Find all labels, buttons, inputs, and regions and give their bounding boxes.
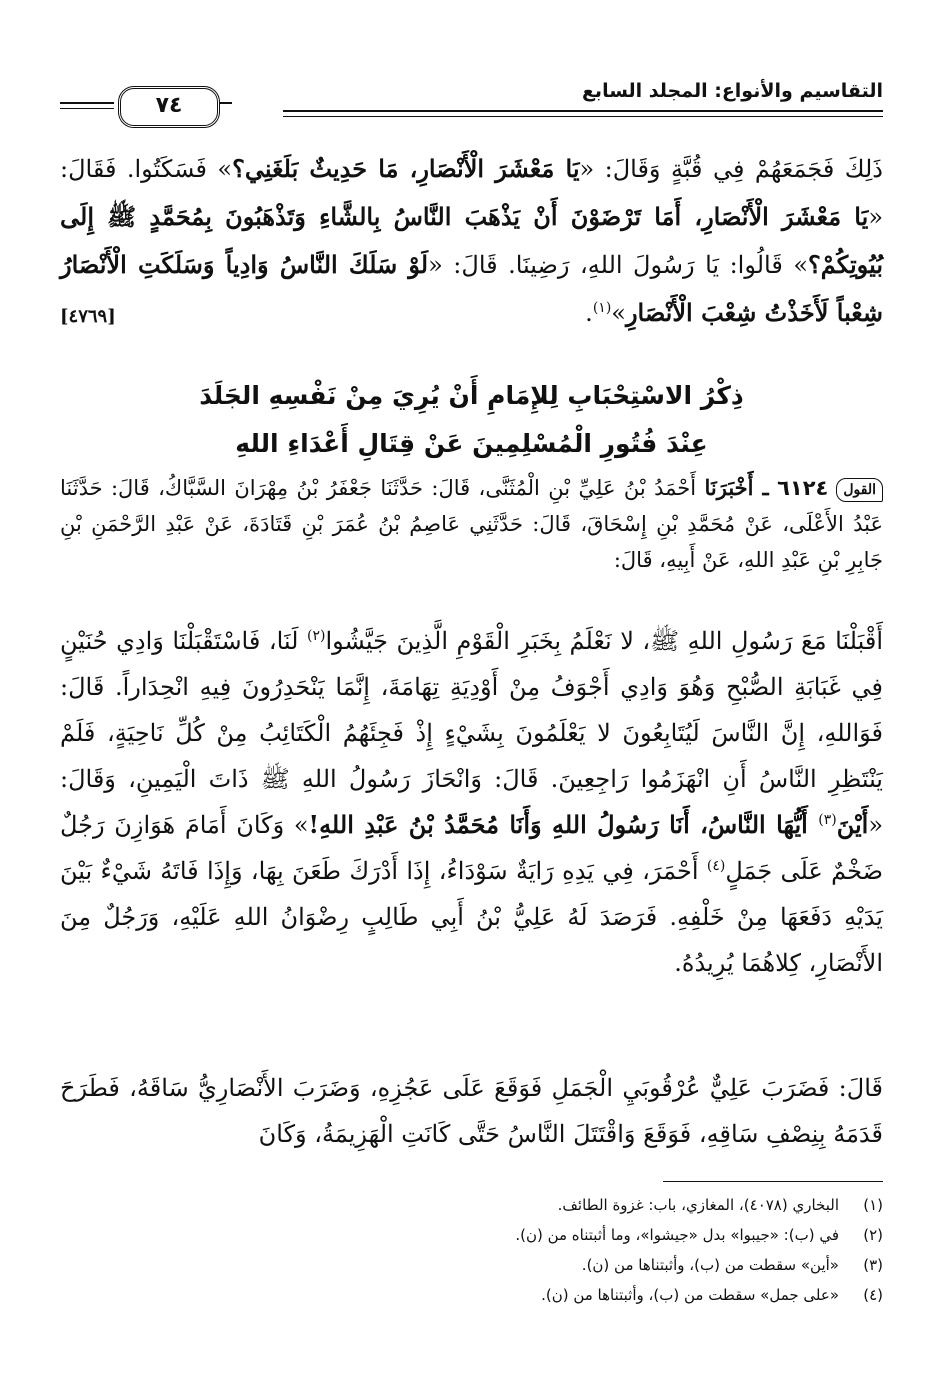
text-run: لَنَا، فَاسْتَقْبَلْنَا وَادِي حُنَيْنٍ فِي غَبَابَةِ الصُّبْحِ وَهُوَ وَادِي أَجْوَفُ مِنْ أَوْدِيَةِ تِهَامَةَ، إِنَّمَا يَنْحَدِرُونَ فِيهِ انْحِدَاراً. قَالَ: فَوَاللهِ، إِنَّ النَّاسَ لَيُتَابِعُونَ لا يَعْلَمُونَ بِشَيْءٍ إِذْ فَجِئَهُمُ الْكَتَائِبُ مِنْ كُلِّ نَاحِيَةٍ، فَلَمْ يَنْتَظِرِ النَّاسُ أَنِ انْهَزَمُوا رَاجِعِينَ. قَالَ: وَانْحَازَ رَسُولُ اللهِ ﷺ ذَاتَ الْيَمِينِ، وَقَالَ: « (60, 627, 884, 839)
prophetic-quote: لَوْ سَلَكَ النَّاسُ وَادِياً وَسَلَكَتِ الْأَنْصَارُ شِعْباً لَأَخَذْتُ شِعْبَ الْأَنْصَارِ (60, 250, 883, 327)
prophetic-quote: يَا مَعْشَرَ الْأَنْصَارِ، مَا حَدِيثٌ بَلَغَنِي؟ (232, 154, 580, 183)
prophetic-quote: أَيُّهَا النَّاسُ، أَنَا رَسُولُ اللهِ وَأَنَا مُحَمَّدُ بْنُ عَبْدِ اللهِ! (308, 810, 819, 839)
footnote-ref: (٤) (706, 858, 726, 874)
text-run: » وَكَانَ أَمَامَ هَوَازِنَ رَجُلٌ ضَخْمٌ عَلَى جَمَلٍ (60, 811, 883, 885)
hadith-matn-cont (60, 1065, 883, 1157)
header-rule-left (60, 102, 114, 104)
hadith-reference: [٤٧٦٩] (60, 306, 116, 327)
header-rule (283, 110, 883, 112)
hadith-continuation (60, 145, 883, 340)
footnote: (٢)في (ب): «جيبوا» بدل «جيشوا»، وما أثبتناه من (ن). (515, 1226, 883, 1244)
header-rule-thin (283, 116, 883, 117)
text-run: أَقْبَلْنَا مَعَ رَسُولِ اللهِ ﷺ، لا نَعْلَمُ بِخَبَرِ الْقَوْمِ الَّذِينَ جَيَّشُوا (325, 627, 884, 655)
text-run: » (611, 299, 626, 327)
chapter-heading (60, 372, 883, 468)
footnote: (١)البخاري (٤٠٧٨)، المغازي، باب: غزوة الطائف. (557, 1196, 883, 1214)
prophetic-quote: أَيْنَ (836, 810, 869, 839)
text-run: قَالَ: فَضَرَبَ عَلِيٌّ عُرْقُوبَيِ الْجَمَلِ فَوَقَعَ عَلَى عَجُزِهِ، وَضَرَبَ الأَنْصَارِيُّ سَاقَهُ، فَطَرَحَ قَدَمَهُ بِنِصْفِ سَاقِهِ، فَوَقَعَ وَاقْتَتَلَ النَّاسُ حَتَّى كَانَتِ الْهَزِيمَةُ، وَكَانَ (60, 1074, 883, 1148)
qawl-badge-icon: القول (836, 478, 883, 502)
text-run: ذَلِكَ فَجَمَعَهُمْ فِي قُبَّةٍ وَقَالَ: « (579, 155, 883, 183)
text-run: » قَالُوا: يَا رَسُولَ اللهِ، رَضِينَا. قَالَ: « (428, 251, 809, 279)
footnote-ref: (٣) (818, 812, 837, 828)
footnote: (٤)«على جمل» سقطت من (ب)، وأثبتناها من (ن). (541, 1286, 883, 1304)
header-rule-left-thin (60, 108, 114, 109)
prophetic-quote: يَا مَعْشَرَ الْأَنْصَارِ، أَمَا تَرْضَوْنَ أَنْ يَذْهَبَ النَّاسُ بِالشَّاءِ وَتَذْهَبُونَ بِمُحَمَّدٍ ﷺ إِلَى بُيُوتِكُمْ؟ (60, 202, 883, 279)
hadith-number: ٦١٢٤ (777, 476, 829, 500)
heading-line-2: عِنْدَ فُتُورِ الْمُسْلِمِينَ عَنْ قِتَالِ أَعْدَاءِ اللهِ (235, 429, 708, 458)
header-rule-short (220, 102, 232, 104)
hadith-matn (60, 618, 883, 986)
text-run: . (585, 299, 593, 327)
isnad (60, 470, 883, 578)
text-run: » فَسَكَتُوا. فَقَالَ: « (60, 155, 883, 231)
heading-line-1: ذِكْرُ الاسْتِحْبَابِ لِلإِمَامِ أَنْ يُرِيَ مِنْ نَفْسِهِ الجَلَدَ (199, 381, 744, 410)
footnote-separator (663, 1181, 883, 1182)
footnotes (60, 1190, 883, 1310)
footnote-ref: (٢) (306, 628, 326, 644)
running-title: التقاسيم والأنواع: المجلد السابع (581, 80, 883, 102)
footnote-ref: (١) (592, 300, 612, 316)
page-number: ٧٤ (118, 86, 220, 128)
text-run: أَحْمَرَ، فِي يَدِهِ رَايَةٌ سَوْدَاءُ، إِذَا أَدْرَكَ طَعَنَ بِهَا، وَإِذَا فَاتَهُ شَيْءٌ بَيْنَ يَدَيْهِ دَفَعَهَا مِنْ خَلْفِهِ. فَرَصَدَ لَهُ عَلِيُّ بْنُ أَبِي طَالِبٍ رِضْوَانُ اللهِ عَلَيْهِ، وَرَجُلٌ مِنَ الأَنْصَارِ، كِلاهُمَا يُرِيدُهُ. (60, 857, 883, 977)
akhbarana-word: ـ أَخْبَرَنَا (704, 475, 769, 500)
isnad-text: أَحْمَدُ بْنُ عَلِيِّ بْنِ الْمُثَنَّى، قَالَ: حَدَّثَنَا جَعْفَرُ بْنُ مِهْرَانَ السَّبَّاكُ، قَالَ: حَدَّثَنَا عَبْدُ الأَعْلَى، عَنْ مُحَمَّدِ بْنِ إِسْحَاقَ، قَالَ: حَدَّثَنِي عَاصِمُ بْنُ عُمَرَ بْنِ قَتَادَةَ، عَنْ عَبْدِ الرَّحْمَنِ بْنِ جَابِرِ بْنِ عَبْدِ اللهِ، عَنْ أَبِيهِ، قَالَ: (60, 476, 883, 572)
footnote: (٣)«أين» سقطت من (ب)، وأثبتناها من (ن). (581, 1256, 883, 1274)
page-header (60, 70, 883, 130)
